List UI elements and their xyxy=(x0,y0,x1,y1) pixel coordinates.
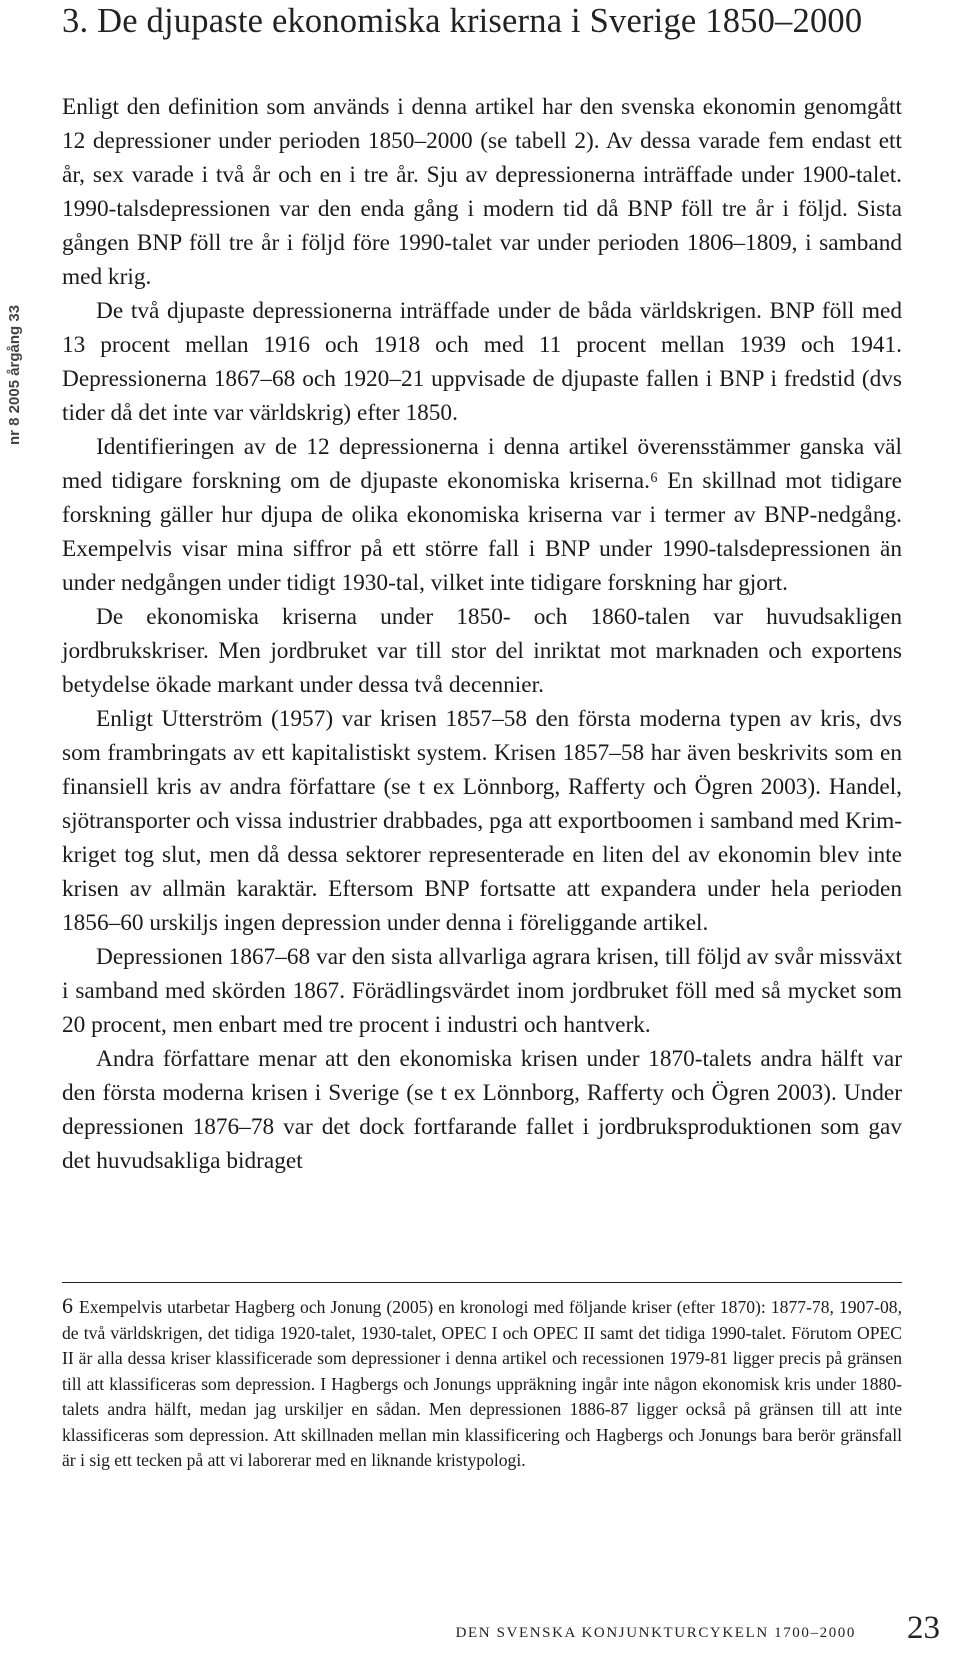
footnote-divider xyxy=(62,1282,902,1283)
paragraph: Enligt den definition som används i denna artikel har den svenska ekonomin genomgått 12 depressioner under perioden 1850–2000 (se tabell 2). Av dessa varade fem endast ett år, sex varade i två år och en i tre år. Sju av depressionerna inträffade under 1900-talet. 1990-talsdepressionen var den enda gång i modern tid då BNP föll tre år i följd. Sista gången BNP föll tre år i följd före 1990-talet var under perioden 1806–1809, i samband med krig. xyxy=(62,94,902,290)
paragraph: Enligt Utterström (1957) var krisen 1857–58 den första moderna typen av kris, dvs som frambringats av ett kapitalistiskt system. Krisen 1857–58 har även beskrivits som en finansiell kris av andra författare (se t ex Lönnborg, Rafferty och Ögren 2003). Handel, sjötransporter och vissa industrier drabbades, pga att exportboomen i samband med Krim-kriget tog slut, men då dessa sektorer representerade en liten del av ekonomin blev inte krisen av allmän karaktär. Eftersom BNP fortsatte att expandera under hela perioden 1856–60 urskiljs ingen depression under denna i föreliggande artikel. xyxy=(62,706,902,936)
paragraph: Andra författare menar att den ekonomiska krisen under 1870-talets andra hälft var den första moderna krisen i Sverige (se t ex Lönnborg, Rafferty och Ögren 2003). Under depressionen 1876–78 var det dock fortfarande fallet i jordbruksproduktionen som gav det huvudsakliga bidraget xyxy=(62,1046,902,1174)
footnote xyxy=(62,1293,902,1474)
footnote-text: Exempelvis utarbetar Hagberg och Jonung (2005) en kronologi med följande kriser (efter 1870): 1877-78, 1907-08, de två världskrigen, det tidiga 1920-talet, 1930-talet, OPEC I och OPEC II samt det tidiga 1990-talet. Förutom OPEC II är alla dessa kriser klassificerade som depressioner i denna artikel och recessionen 1979-81 ligger precis på gränsen till att klassificeras som depression. I Hagbergs och Jonungs uppräkning ingår inte någon ekonomisk kris under 1880-talets andra hälft, medan jag urskiljer en sådan. Men depressionen 1886-87 ligger också på gränsen till att inte klassificeras som depression. Att skillnaden mellan min klassificering och Hagbergs och Jonungs bara berör gränsfall är i sig ett tecken på att vi laborerar med en liknande kristypologi. xyxy=(62,1297,902,1470)
paragraph: Identifieringen av de 12 depressionerna i denna artikel överensstämmer ganska väl med tidigare forskning om de djupaste ekonomiska kriserna.⁶ En skillnad mot tidigare forskning gäller hur djupa de olika ekonomiska kriserna var i termer av BNP-nedgång. Exempelvis visar mina siffror på ett större fall i BNP under 1990-talsdepressionen än under nedgången under tidigt 1930-tal, vilket inte tidigare forskning har gjort. xyxy=(62,434,902,596)
footnote-marker: 6 xyxy=(62,1293,73,1318)
journal-issue-label: nr 8 2005 årgång 33 xyxy=(6,305,23,446)
paragraph: De ekonomiska kriserna under 1850- och 1860-talen var huvudsakligen jordbrukskriser. Men jordbruket var till stor del inriktat mot marknaden och exportens betydelse ökade markant under dessa två decennier. xyxy=(62,604,902,698)
paragraph: De två djupaste depressionerna inträffade under de båda världskrigen. BNP föll med 13 procent mellan 1916 och 1918 och med 11 procent mellan 1939 och 1941. Depressionerna 1867–68 och 1920–21 uppvisade de djupaste fallen i BNP i fredstid (dvs tider då det inte var världskrig) efter 1850. xyxy=(62,298,902,426)
paragraph: Depressionen 1867–68 var den sista allvarliga agrara krisen, till följd av svår missväxt i samband med skörden 1867. Förädlingsvärdet inom jordbruket föll med så mycket som 20 procent, men enbart med tre procent i industri och hantverk. xyxy=(62,944,902,1038)
running-footer: DEN SVENSKA KONJUNKTURCYKELN 1700–2000 xyxy=(455,1625,856,1641)
page-number: 23 xyxy=(907,1610,940,1646)
section-heading: 3. De djupaste ekonomiska kriserna i Sverige 1850–2000 xyxy=(62,2,863,40)
article-body xyxy=(62,90,902,1178)
